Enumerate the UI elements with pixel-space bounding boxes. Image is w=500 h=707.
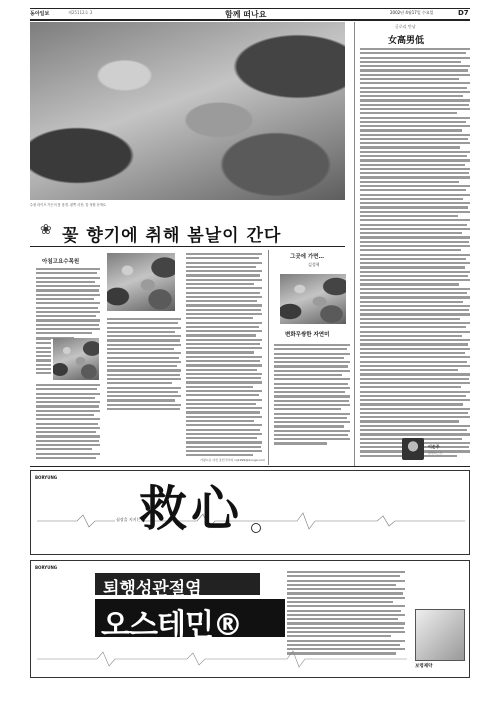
headline-flower-icon: ❀ [40, 222, 52, 238]
headline-rule [30, 246, 345, 247]
essay-body [274, 344, 350, 447]
essay-author: 김성혁 [308, 262, 320, 267]
article-inset-photo [53, 338, 99, 380]
garden-photo [30, 22, 345, 200]
article-column-2 [107, 318, 181, 412]
paper-name: 동아일보 [30, 11, 50, 17]
section-title: 함께 떠나요 [225, 10, 267, 19]
columnist-name: 이순주 [428, 444, 440, 449]
ad2-category: 퇴행성관절염 [103, 579, 202, 599]
ad2-product: 오스테민® [101, 608, 242, 643]
columnist-title: 칼럼니스트 [428, 451, 443, 455]
ad2-ecg-icon [37, 649, 407, 669]
masthead-rule [30, 19, 470, 21]
ad1-brand: BORYUNG [35, 475, 58, 480]
ad-kyusin[interactable] [30, 470, 470, 555]
article-column-1b [36, 338, 51, 377]
photo-caption: 수원 라이프 가든의 봄 풍경. 왼쪽 사진: 꽃 정원 산책로 [30, 203, 106, 207]
page-number: D7 [458, 9, 469, 17]
ad1-tagline: 심장을 지키는 [116, 517, 141, 522]
ad-osteomin[interactable] [30, 560, 470, 678]
article-subhead: 아침고요수목원 [42, 259, 80, 265]
sidebar-title: 女高男低 [388, 36, 425, 46]
sidebar-kicker: 글로리 만남 [395, 24, 416, 29]
article-column-3 [186, 253, 262, 459]
ad2-product-box-image [415, 609, 465, 661]
flower-closeup-photo [107, 253, 175, 311]
essay-divider [268, 250, 269, 465]
article-column-1c [36, 384, 100, 461]
article-headline: 꽃 향기에 취해 봄날이 간다 [62, 226, 282, 246]
essay-pull-quote: 변화무쌍한 자연미 [285, 332, 330, 338]
article-column-1 [36, 268, 100, 341]
issue-date: 2002년 4월17일 수요일 [390, 10, 434, 15]
issue-number: 제25112호 3 [68, 10, 93, 15]
ad1-seal-icon [251, 523, 261, 533]
ad2-body-text [287, 571, 405, 657]
columnist-photo [402, 438, 424, 460]
sidebar-divider [354, 22, 355, 467]
article-bottom-rule [30, 466, 470, 467]
ad2-brand: BORYUNG [35, 565, 58, 570]
essay-photo [280, 274, 346, 324]
sidebar-body [360, 48, 470, 459]
essay-title: 그곳에 가면… [290, 254, 324, 260]
article-byline: 가평=글·사진 조인직기자 cij1999@donga.com [200, 458, 266, 462]
ad1-product: 救心 [139, 481, 244, 537]
ad2-maker: 보령제약 [415, 664, 433, 669]
